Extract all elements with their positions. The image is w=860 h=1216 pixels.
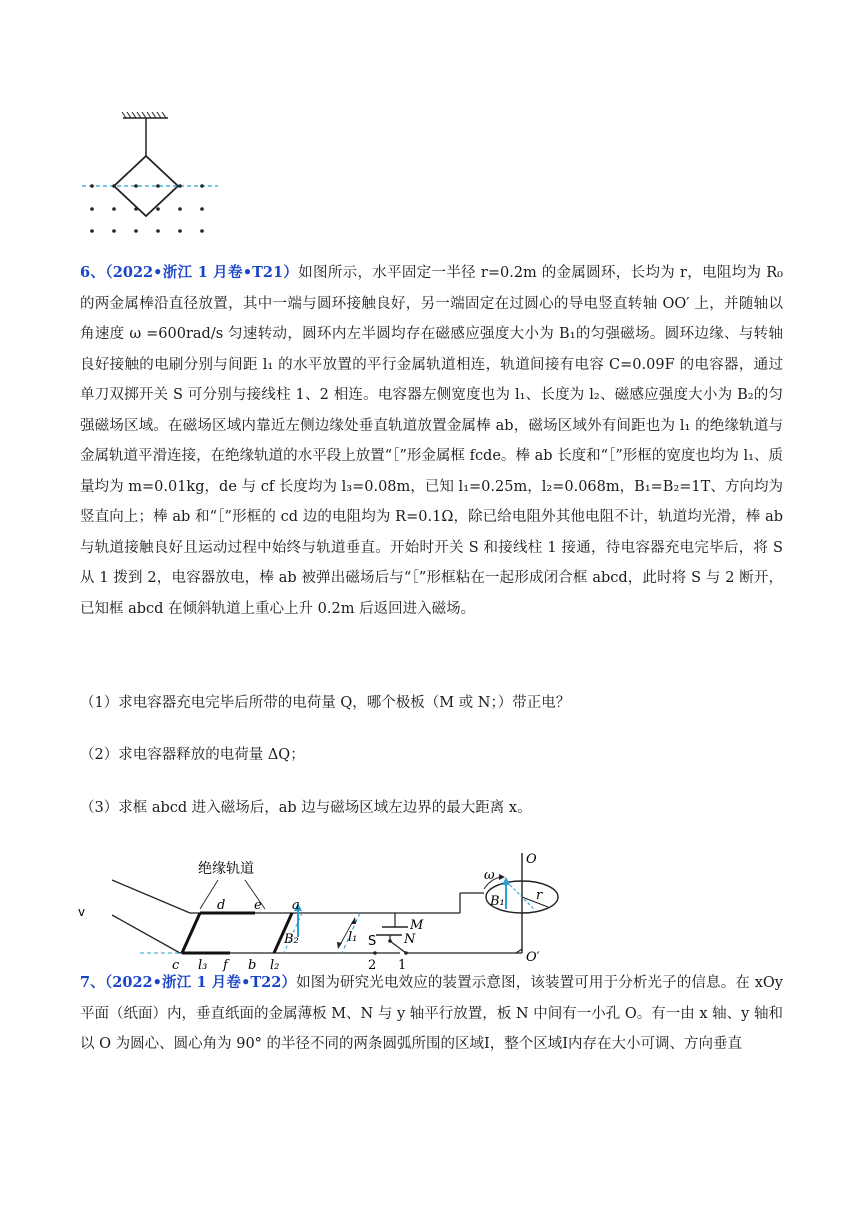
- label-b: b: [248, 958, 257, 973]
- label-f: f: [223, 958, 228, 973]
- label-2: 2: [368, 958, 377, 973]
- label-B2: B₂: [284, 932, 299, 947]
- label-l1: l₁: [348, 930, 358, 945]
- label-e: e: [254, 898, 262, 913]
- sub-question-2: （2）求电容器释放的电荷量 ΔQ；: [80, 747, 305, 763]
- sub-question-3: （3）求框 abcd 进入磁场后，ab 边与磁场区域左边界的最大距离 x。: [80, 800, 532, 816]
- question-7-heading: 7、（2022•浙江 1 月卷•T22）: [80, 974, 297, 991]
- question-7-body: 如图为研究光电效应的装置示意图，该装置可用于分析光子的信息。在 xOy 平面（纸面）内，垂直纸面的金属薄板 M、N 与 y 轴平行放置，板 N 中间有一小孔 O。有一由 x 轴、y 轴和以 O 为圆心、圆心角为 90° 的半径不同的两条圆弧所围的区域Ⅰ，整个区域Ⅰ内存在大小可调、方向垂直: [80, 975, 783, 1052]
- sub-question-1: （1）求电容器充电完毕后所带的电荷量 Q，哪个极板（M 或 N；）带正电？: [80, 695, 571, 711]
- label-O-prime: O′: [526, 950, 540, 965]
- label-S: S: [368, 934, 377, 949]
- label-M: M: [410, 918, 424, 933]
- label-l2: l₂: [270, 958, 280, 973]
- label-l3: l₃: [198, 958, 208, 973]
- label-d: d: [217, 898, 226, 913]
- hanging-loop-figure: [78, 112, 228, 237]
- label-r: r: [536, 888, 543, 903]
- rotating-ring-figure: [470, 845, 580, 975]
- label-omega: ω: [484, 868, 495, 883]
- label-B1: B₁: [490, 894, 505, 909]
- question-6-paragraph: [80, 258, 783, 624]
- label-O: O: [526, 852, 537, 867]
- label-a: a: [292, 898, 300, 913]
- label-c: c: [172, 958, 180, 973]
- question-6-heading: 6、（2022•浙江 1 月卷•T21）: [80, 264, 299, 281]
- label-insulating-track: 绝缘轨道: [198, 861, 254, 877]
- label-1: 1: [398, 958, 407, 973]
- question-6-body: 如图所示，水平固定一半径 r=0.2m 的金属圆环，长均为 r，电阻均为 R₀的两金属棒沿直径放置，其中一端与圆环接触良好，另一端固定在过圆心的导电竖直转轴 OO′ 上，并随轴以角速度 ω =600rad/s 匀速转动，圆环内左半圆均存在磁感应强度大小为 B₁的匀强磁场。圆环边缘、与转轴良好接触的电刷分别与间距 l₁ 的水平放置的平行金属轨道相连，轨道间接有电容 C=0.09F 的电容器，通过单刀双掷开关 S 可分别与接线柱 1、2 相连。电容器左侧宽度也为 l₁、长度为 l₂、磁感应强度大小为 B₂的匀强磁场区域。在磁场区域内靠近左侧边缘处垂直轨道放置金属棒 ab，磁场区域外有间距也为 l₁ 的绝缘轨道与金属轨道平滑连接，在绝缘轨道的水平段上放置“［”形金属框 fcde。棒 ab 长度和“［”形框的宽度也均为 l₁、质量均为 m=0.01kg，de 与 cf 长度均为 l₃=0.08m，已知 l₁=0.25m，l₂=0.068m，B₁=B₂=1T、方向均为竖直向上；棒 ab 和“［”形框的 cd 边的电阻均为 R=0.1Ω，除已给电阻外其他电阻不计，轨道均光滑，棒 ab 与轨道接触良好且运动过程中始终与轨道垂直。开始时开关 S 和接线柱 1 接通，待电容器充电完毕后，将 S 从 1 拨到 2，电容器放电，棒 ab 被弹出磁场后与“［”形框粘在一起形成闭合框 abcd，此时将 S 与 2 断开，已知框 abcd 在倾斜轨道上重心上升 0.2m 后返回进入磁场。: [80, 265, 783, 617]
- question-7-paragraph: [80, 968, 783, 1060]
- label-v: v: [78, 905, 86, 919]
- label-N: N: [404, 932, 416, 947]
